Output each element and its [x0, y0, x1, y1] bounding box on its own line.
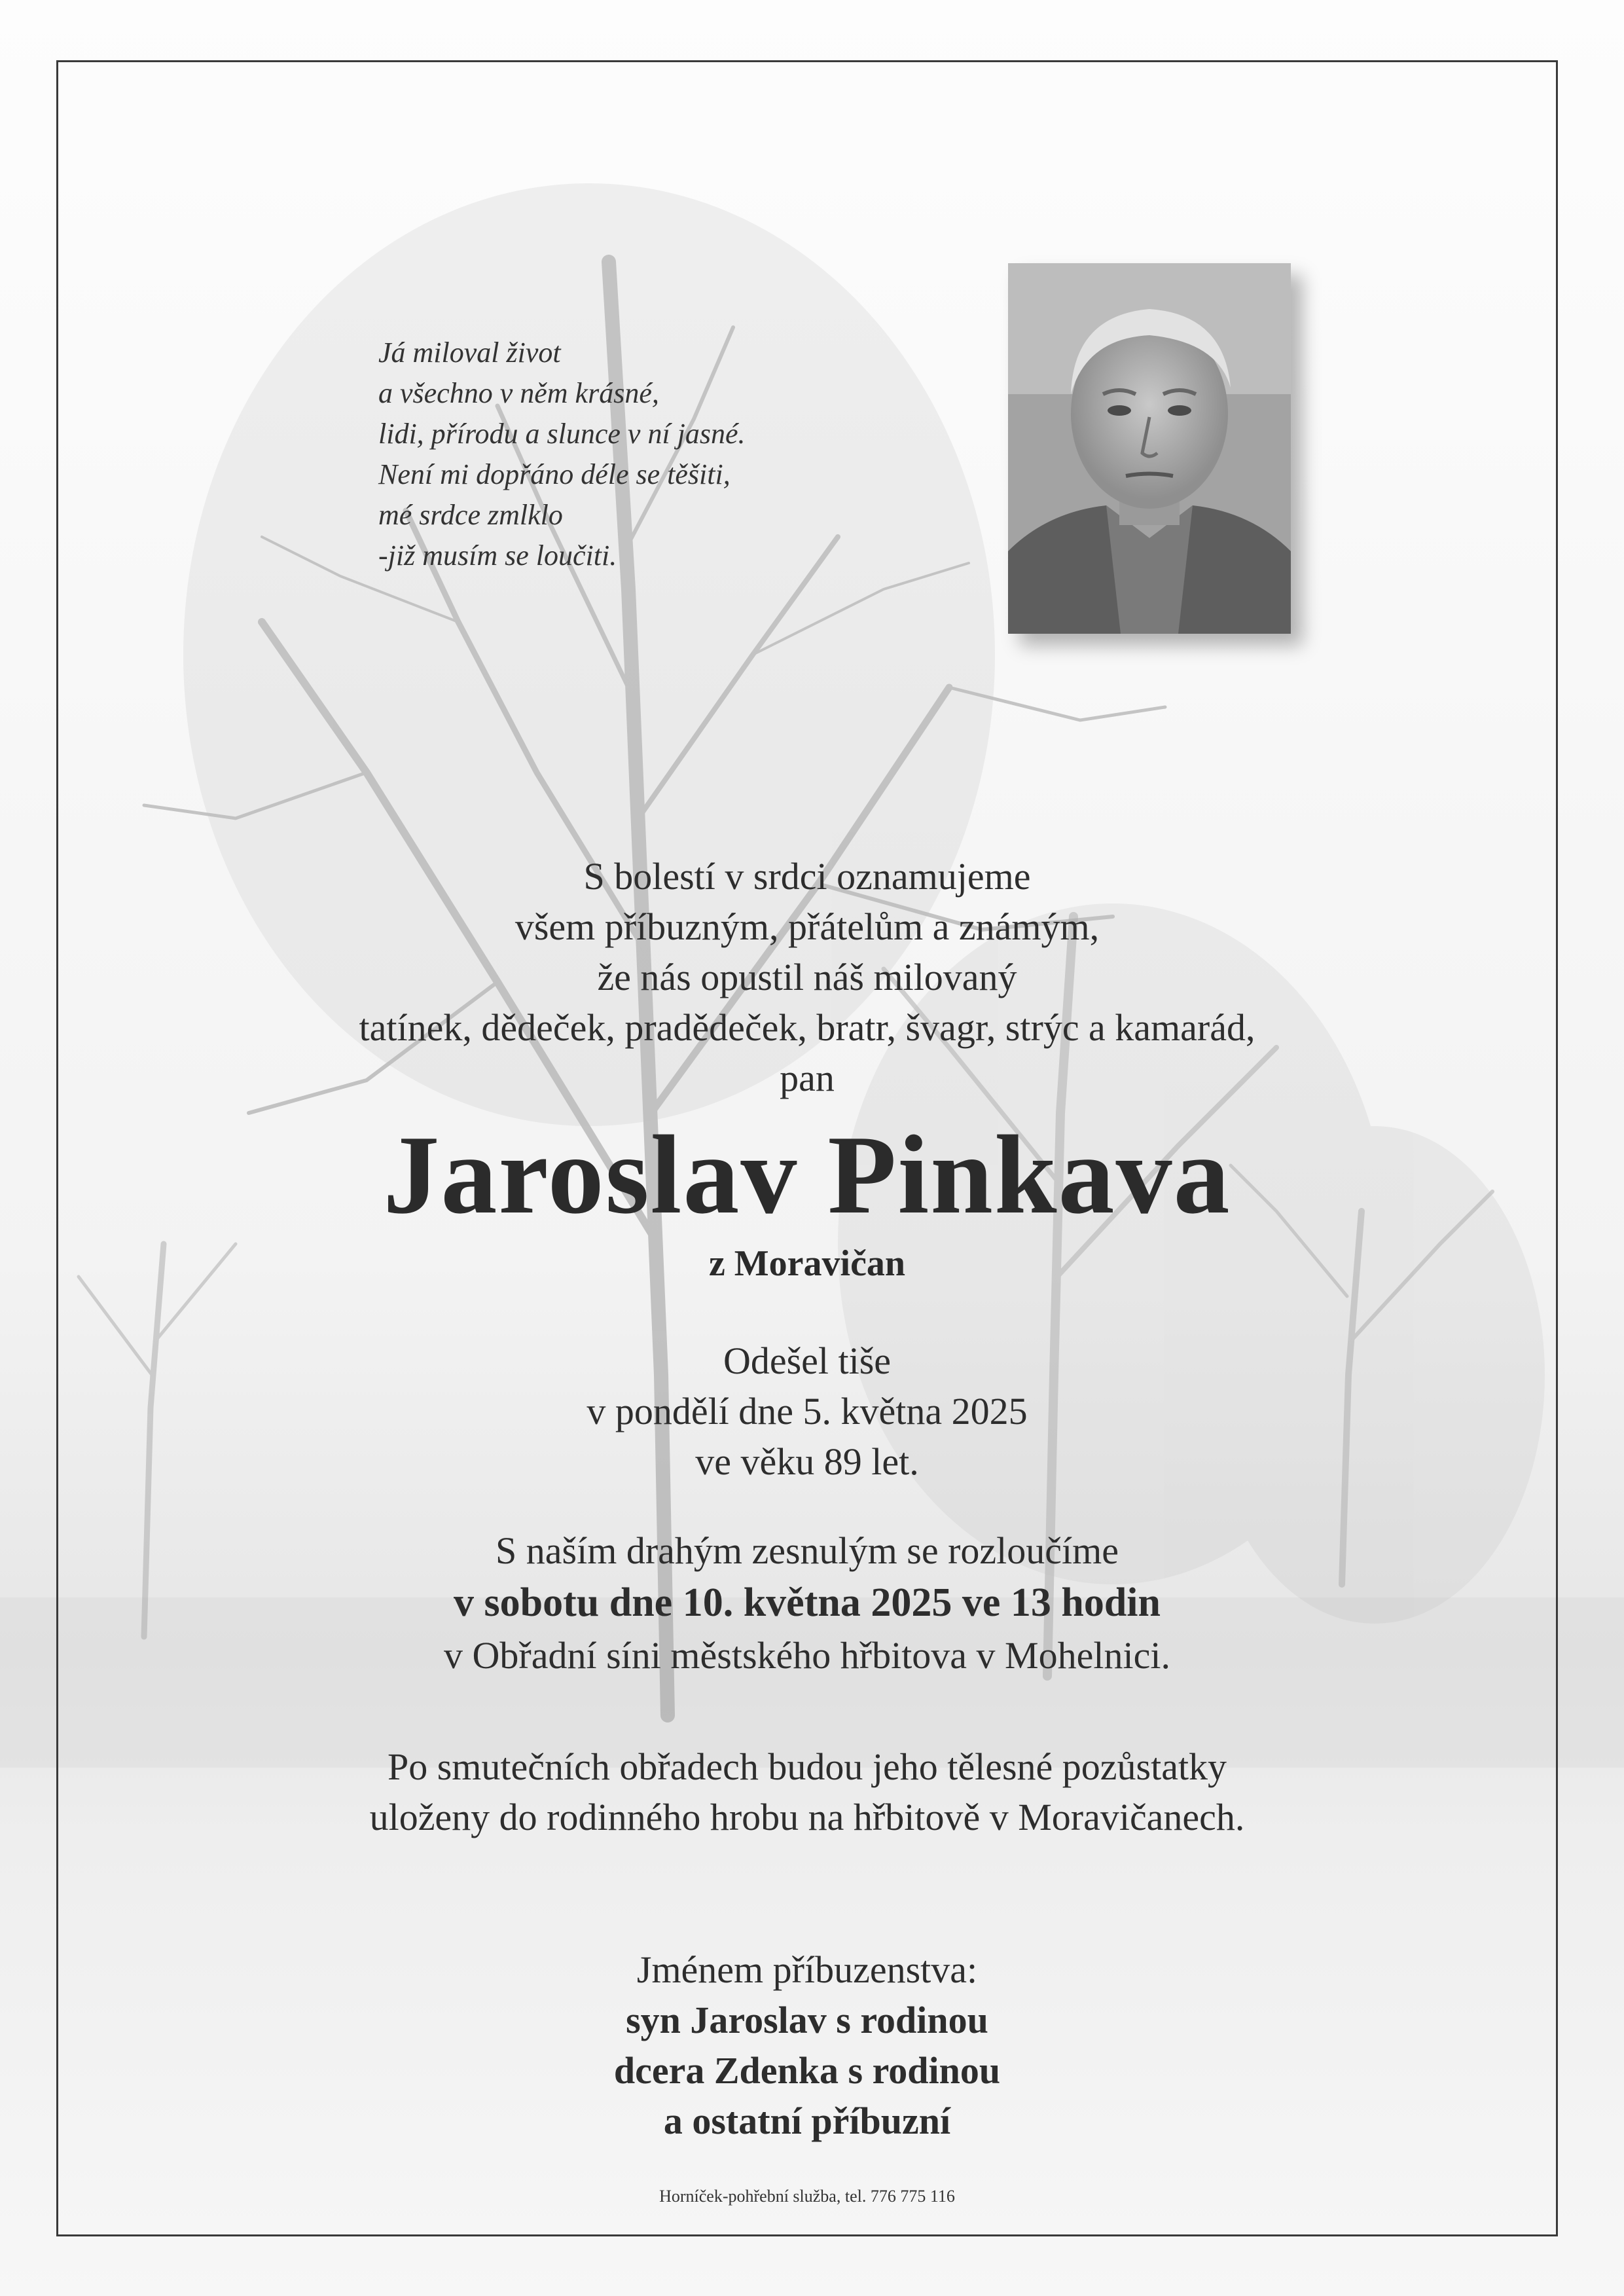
- burial-line: uloženy do rodinného hrobu na hřbitově v Moravičanech.: [369, 1796, 1245, 1838]
- farewell-intro: S naším drahým zesnulým se rozloučíme: [496, 1529, 1119, 1572]
- announcement-line: že nás opustil náš milovaný: [597, 956, 1017, 998]
- announcement-line: tatínek, dědeček, pradědeček, bratr, švagr, strýc a kamarád,: [359, 1006, 1255, 1049]
- portrait-photo: [1008, 263, 1291, 634]
- family-member: dcera Zdenka s rodinou: [613, 2049, 1001, 2092]
- funeral-service-footer: Horníček-pohřební služba, tel. 776 775 116: [659, 2187, 955, 2206]
- farewell-place: v Obřadní síni městského hřbitova v Mohelnici.: [444, 1634, 1170, 1677]
- deceased-origin: z Moravičan: [708, 1243, 906, 1284]
- poem-line: mé srdce zmlklo: [378, 499, 563, 531]
- announcement-line: S bolestí v srdci oznamujeme: [583, 855, 1031, 898]
- family-member: syn Jaroslav s rodinou: [626, 1999, 988, 2041]
- poem-line: Není mi dopřáno déle se těšiti,: [378, 458, 731, 490]
- death-line: Odešel tiše: [723, 1339, 892, 1382]
- family-intro: Jménem příbuzenstva:: [636, 1948, 978, 1991]
- burial-line: Po smutečních obřadech budou jeho tělesné pozůstatky: [387, 1745, 1227, 1788]
- memorial-poem: [378, 333, 876, 576]
- poem-line: -již musím se loučiti.: [378, 539, 617, 572]
- poem-line: lidi, přírodu a slunce v ní jasné.: [378, 418, 746, 450]
- announcement-line: pan: [780, 1057, 835, 1099]
- portrait-image: [1008, 263, 1291, 634]
- farewell-time: v sobotu dne 10. května 2025 ve 13 hodin: [453, 1580, 1161, 1625]
- family-member: a ostatní příbuzní: [663, 2100, 951, 2142]
- poem-line: a všechno v něm krásné,: [378, 377, 659, 409]
- poem-line: Já miloval život: [378, 337, 561, 369]
- deceased-name: Jaroslav Pinkava: [383, 1113, 1231, 1237]
- death-age: ve věku 89 let.: [695, 1440, 919, 1483]
- announcement-line: všem příbuzným, přátelům a známým,: [514, 905, 1100, 948]
- death-date: v pondělí dne 5. května 2025: [586, 1390, 1028, 1432]
